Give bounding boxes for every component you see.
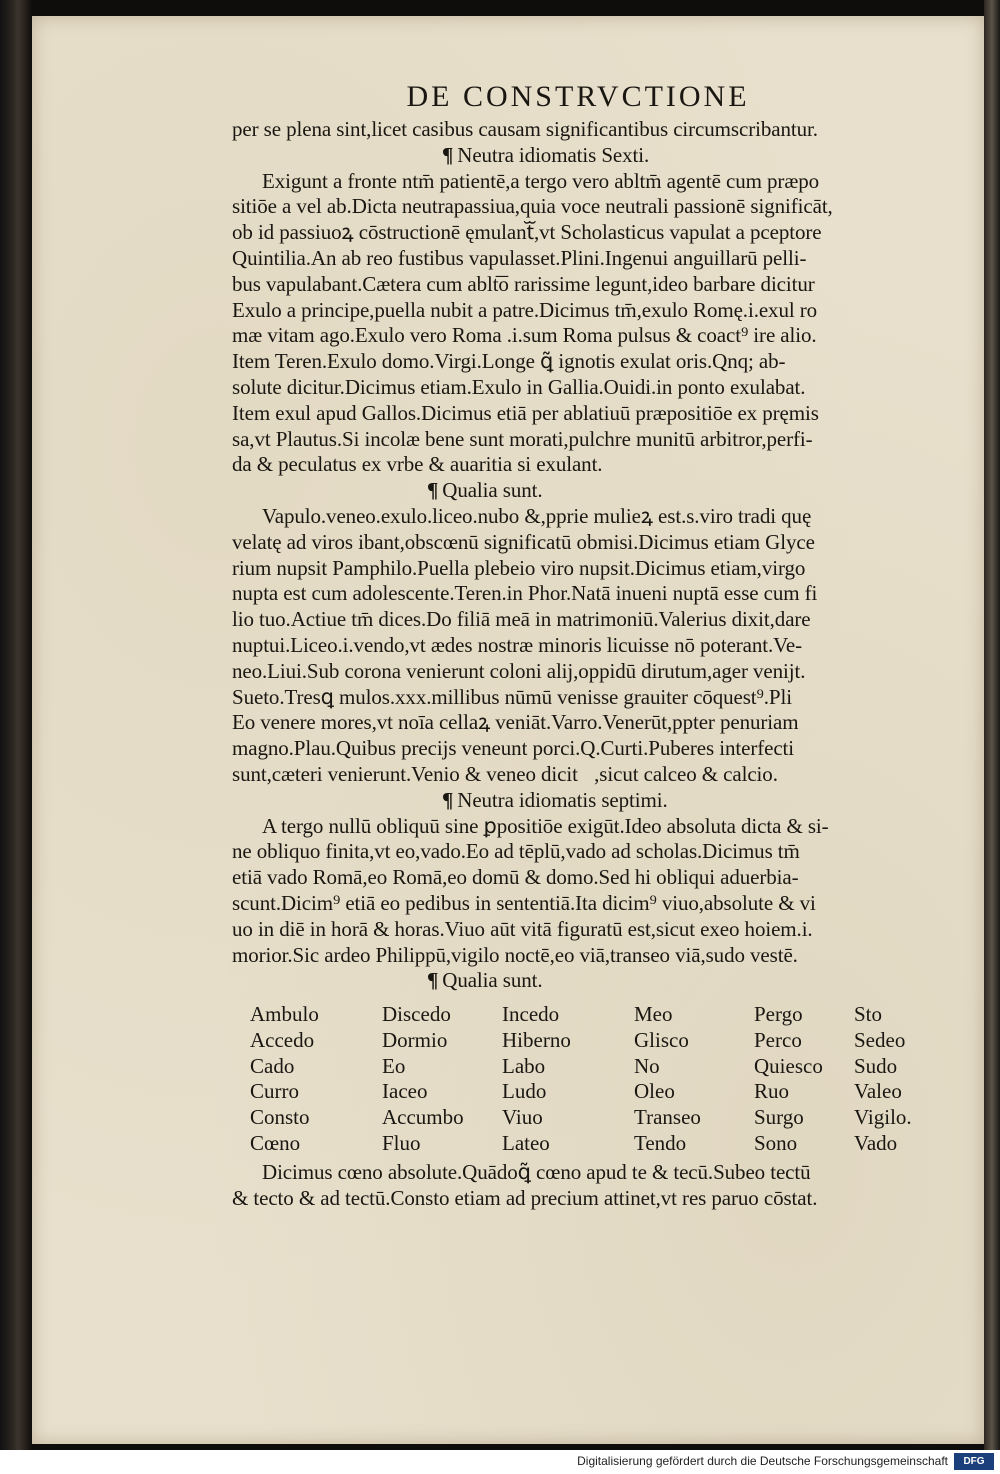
section-heading-label: Qualia sunt. bbox=[442, 968, 543, 993]
book-page bbox=[32, 16, 984, 1444]
table-cell: Hiberno bbox=[502, 1027, 571, 1052]
table-cell: Consto bbox=[250, 1105, 310, 1130]
pilcrow-icon: ¶ bbox=[427, 478, 439, 503]
text-line: solute dicitur.Dicimus etiam.Exulo in Gallia.Ouidi.in ponto exulabat. bbox=[232, 375, 806, 399]
table-cell: Sedeo bbox=[854, 1027, 906, 1052]
section-heading bbox=[427, 967, 543, 993]
table-cell: Quiesco bbox=[754, 1053, 823, 1078]
book-edge bbox=[984, 0, 1000, 1450]
table-cell: Surgo bbox=[754, 1105, 804, 1130]
section-heading bbox=[427, 477, 543, 503]
table-cell: Meo bbox=[634, 1002, 673, 1026]
table-cell: Pergo bbox=[754, 1002, 803, 1026]
table-cell: Incedo bbox=[502, 1002, 560, 1026]
table-cell: Ambulo bbox=[250, 1002, 319, 1026]
text-line: Dicimus cœno absolute.Quādoꝗ̃ cœno apud te & tecū.Subeo tectū bbox=[262, 1160, 811, 1184]
text-line: Exigunt a fronte ntm̄ patientē,a tergo vero abltm̄ agentē cum præpo bbox=[262, 168, 820, 193]
text-line: Eo venere mores,vt noīa cellaꝝ veniāt.Varro.Venerūt,ppter penuriam bbox=[232, 710, 799, 735]
text-line: da & peculatus ex vrbe & auaritia si exulant. bbox=[232, 452, 603, 477]
table-cell: Vigilo. bbox=[854, 1105, 912, 1130]
text-line: uo in diē in horā & horas.Viuo aūt vitā figuratū est,sicut exeo hoiem.i. bbox=[232, 916, 813, 941]
text-line: sitiōe a vel ab.Dicta neutrapassiua,quia voce neutrali passionē significāt, bbox=[232, 194, 833, 219]
footer-bar bbox=[0, 1450, 1000, 1474]
table-cell: Iaceo bbox=[382, 1079, 428, 1104]
section-heading-label: Neutra idiomatis septimi. bbox=[457, 787, 668, 812]
text-line: & tecto & ad tectū.Consto etiam ad precium attinet,vt res paruo cōstat. bbox=[232, 1185, 818, 1210]
table-cell: Discedo bbox=[382, 1002, 451, 1026]
text-line: rium nupsit Pamphilo.Puella plebeio viro nupsit.Dicimus etiam,virgo bbox=[232, 555, 806, 580]
text-line: magno.Plau.Quibus precijs veneunt porci.Q.Curti.Puberes interfecti bbox=[232, 736, 795, 761]
table-cell: Cœno bbox=[250, 1131, 301, 1155]
table-cell: Ludo bbox=[502, 1079, 547, 1104]
text-line: Sueto.Tresꝗ mulos.xxx.millibus nūmū venisse grauiter cōquest⁹.Pli bbox=[232, 684, 792, 709]
section-heading-label: Neutra idiomatis Sexti. bbox=[457, 142, 650, 167]
text-line: lio tuo.Actiue tm̄ dices.Do filiā meā in matrimoniū.Valerius dixit,dare bbox=[232, 607, 811, 632]
pilcrow-icon: ¶ bbox=[442, 787, 454, 812]
text-line: ne obliquo finita,vt eo,vado.Eo ad tēplū,vado ad scholas.Dicimus tm̄ bbox=[232, 839, 800, 864]
table-cell: Transeo bbox=[634, 1105, 701, 1130]
text-line: bus vapulabant.Cætera cum ablt͞o rarissime legunt,ideo barbare dicitur bbox=[232, 271, 815, 296]
text-line: Quintilia.An ab reo fustibus vapulasset.Plini.Ingenui anguillarū pelli- bbox=[232, 246, 807, 270]
text-line: scunt.Dicim⁹ etiā eo pedibus in sententiā.Ita dicim⁹ viuo,absolute & vi bbox=[232, 891, 816, 915]
table-cell: Accumbo bbox=[382, 1105, 464, 1130]
funding-credit: Digitalisierung gefördert durch die Deutsche Forschungsgemeinschaft bbox=[577, 1454, 948, 1468]
table-cell: Fluo bbox=[382, 1131, 421, 1155]
table-cell: Tendo bbox=[634, 1131, 687, 1155]
dfg-logo: DFG bbox=[954, 1453, 994, 1470]
text-line: sunt,cæteri venierunt.Venio & veneo dicitᷓ,sicut calceo & calcio. bbox=[232, 762, 778, 786]
text-line: Item exul apud Gallos.Dicimus etiā per ablatiuū præpositiōe ex pręmis bbox=[232, 400, 819, 425]
text-line: Exulo a principe,puella nubit a patre.Dicimus tm̄,exulo Romę.i.exul ro bbox=[232, 297, 818, 322]
text-line: ob id passiuoꝝ cōstructionē ęmulantᷓ,vt Scholasticus vapulat a pceptore bbox=[232, 220, 822, 245]
text-line: mæ vitam ago.Exulo vero Roma .i.sum Roma pulsus & coact⁹ ire alio. bbox=[232, 323, 817, 348]
table-cell: Cado bbox=[250, 1053, 295, 1078]
table-cell: Accedo bbox=[250, 1027, 315, 1052]
section-heading-label: Qualia sunt. bbox=[442, 478, 543, 503]
text-line: sa,vt Plautus.Si incolæ bene sunt morati,pulchre munitū arbitror,perfi- bbox=[232, 426, 813, 451]
page-heading: DE CONSTRVCTIONE bbox=[406, 80, 750, 113]
text-line: per se plena sint,licet casibus causam significantibus circumscribantur. bbox=[232, 117, 818, 141]
pilcrow-icon: ¶ bbox=[427, 968, 439, 993]
table-cell: Glisco bbox=[634, 1027, 689, 1052]
text-line: A tergo nullū obliquū sine ꝑpositiōe exigūt.Ideo absoluta dicta & si- bbox=[262, 813, 829, 838]
table-cell: Dormio bbox=[382, 1027, 448, 1052]
text-line: morior.Sic ardeo Philippū,vigilo noctē,eo viā,transeo viā,sudo vestē. bbox=[232, 942, 798, 967]
pilcrow-icon: ¶ bbox=[442, 142, 454, 167]
text-line: nupta est cum adolescente.Teren.in Phor.Natā inueni nuptā esse cum fi bbox=[232, 581, 818, 606]
table-cell: Sudo bbox=[854, 1053, 898, 1078]
section-heading bbox=[442, 787, 668, 813]
table-cell: Eo bbox=[382, 1053, 406, 1078]
table-cell: Sono bbox=[754, 1131, 798, 1155]
table-cell: Valeo bbox=[854, 1079, 902, 1104]
text-line: neo.Liui.Sub corona venierunt coloni alij,oppidū dirutum,ager venijt. bbox=[232, 658, 806, 683]
table-cell: Sto bbox=[854, 1002, 883, 1026]
table-cell: Lateo bbox=[502, 1131, 550, 1155]
table-cell: Curro bbox=[250, 1079, 299, 1104]
text-line: velatę ad viros ibant,obscœnū significatū obmisi.Dicimus etiam Glyce bbox=[232, 529, 815, 554]
table-cell: Perco bbox=[754, 1027, 802, 1052]
text-line: Item Teren.Exulo domo.Virgi.Longe ꝗ̃ ignotis exulat oris.Qnq; ab- bbox=[232, 349, 786, 374]
table-cell: Viuo bbox=[502, 1105, 543, 1130]
text-line: Vapulo.veneo.exulo.liceo.nubo &,pprie mulieꝝ est.s.viro tradi quę bbox=[262, 504, 812, 528]
table-cell: Ruo bbox=[754, 1079, 790, 1104]
table-cell: No bbox=[634, 1053, 660, 1078]
section-heading bbox=[442, 142, 649, 168]
text-line: etiā vado Romā,eo Romā,eo domū & domo.Sed hi obliqui aduerbia- bbox=[232, 865, 799, 890]
table-cell: Labo bbox=[502, 1053, 546, 1078]
text-line: nuptui.Liceo.i.vendo,vt ædes nostræ minoris licuisse nō poterant.Ve- bbox=[232, 633, 803, 657]
table-cell: Vado bbox=[854, 1131, 898, 1155]
table-cell: Oleo bbox=[634, 1079, 675, 1104]
